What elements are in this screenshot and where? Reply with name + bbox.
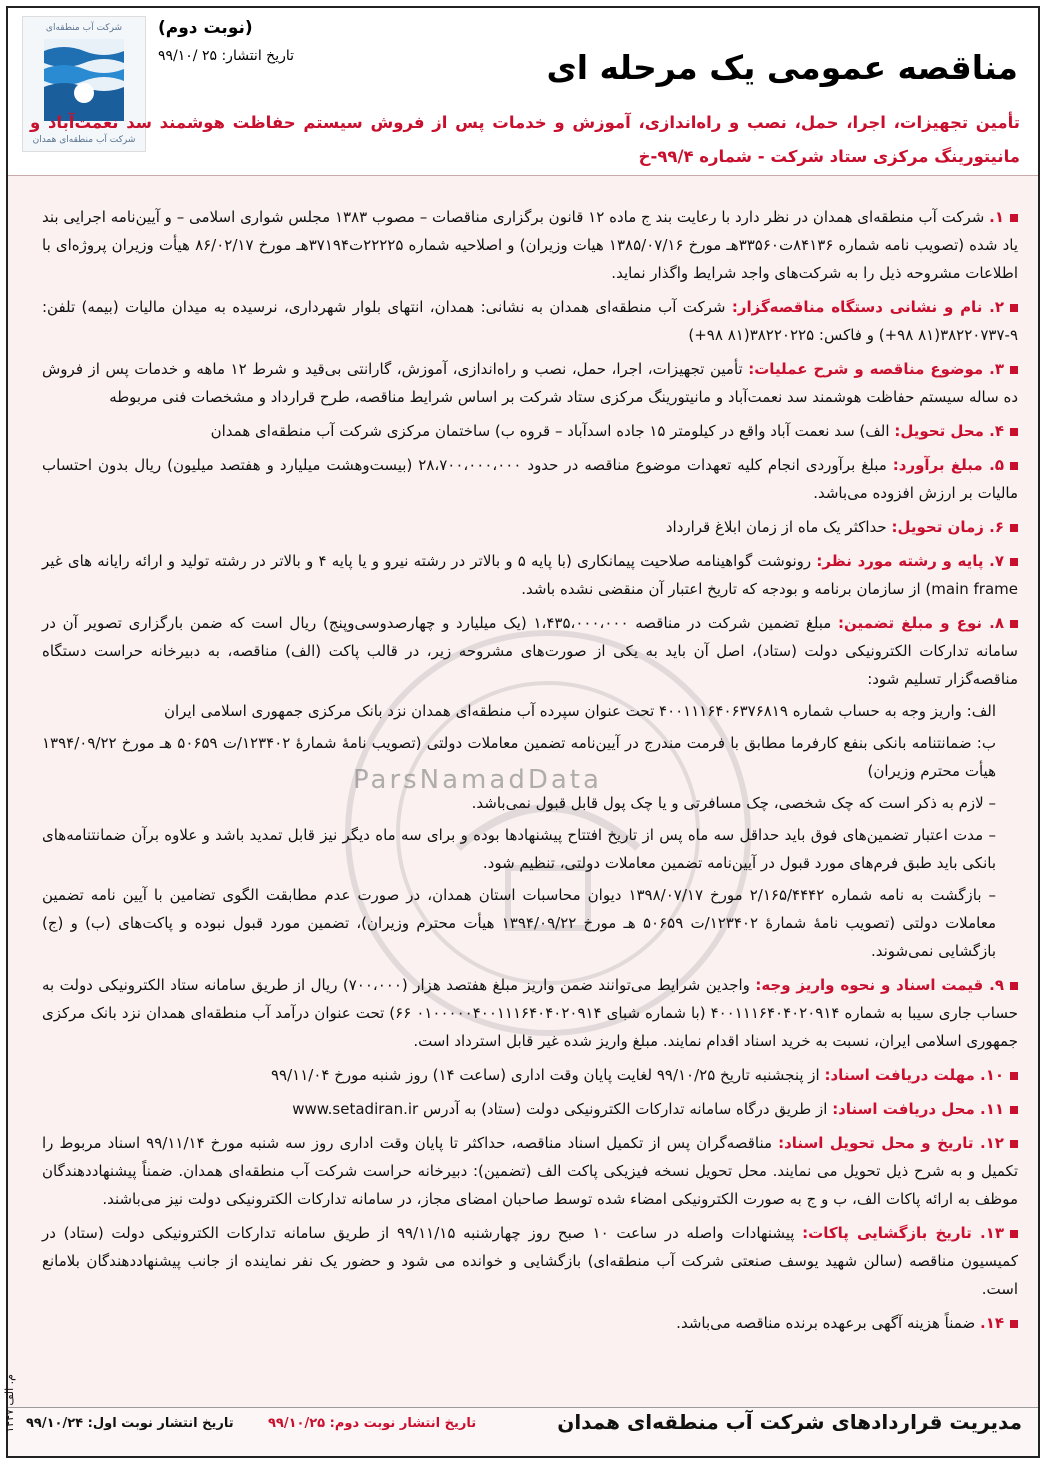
footer-signature: مدیریت قراردادهای شرکت آب منطقه‌ای همدان	[557, 1410, 1022, 1434]
items-list	[42, 203, 1018, 1343]
bullet-icon	[1010, 1072, 1018, 1080]
item-label: ۵. مبلغ برآورد:	[892, 456, 1004, 474]
item-text: واجدین شرایط می‌توانند ضمن واریز مبلغ هفتصد هزار (۷۰۰،۰۰۰) ریال از طریق سامانه ستاد الکترونیکی دولت به حساب جاری سیبا به شماره ۴۰۰۱۱۱۶۴۰۴۰۲۰۹۱۴ (با شماره شبای ۰۱۰۰۰۰۰۴۰۰۱۱۱۶۴۰۴۰۲۰۹۱۴ ۶۶) تحت عنوان درآمد آب منطقه‌ای همدان نزد بانک مرکزی جمهوری اسلامی ایران، نسبت به خرید اسناد اقدام نمایند. مبلغ واریز شده غیر قابل استرداد است.	[42, 976, 1018, 1050]
header	[8, 8, 1038, 175]
list-item	[42, 1219, 1018, 1303]
item-text: ضمناً هزینه آگهی برعهده برنده مناقصه می‌باشد.	[676, 1314, 976, 1332]
item-text: شرکت آب منطقه‌ای همدان به نشانی: همدان، انتهای بلوار شهرداری، نرسیده به میدان مالیات (بیمه) تلفن: ۹-۳۸۲۲۰۷۳۷(۸۱ ۹۸+) و فاکس: ۳۸۲۲۰۲۲۵(۸۱ ۹۸+)	[42, 298, 1018, 344]
notice-frame	[6, 6, 1040, 1458]
guarantee-option-b: ب: ضمانتنامه بانکی بنفع کارفرما مطابق با فرمت مندرج در آیین‌نامه تضمین معاملات دولتی (تصویب نامهٔ شمارهٔ ۱۲۳۴۰۲/ت ۵۰۶۵۹ هـ مورخ ۱۳۹۴/۰۹/۲۲ هیأت محترم وزیران)	[42, 734, 996, 780]
bullet-icon	[1010, 366, 1018, 374]
list-item	[42, 1129, 1018, 1213]
item-label: ۱۳. تاریخ بازگشایی پاکات:	[802, 1224, 1004, 1242]
side-code: م. الف ۱۴۴۷	[3, 1374, 16, 1433]
list-item	[42, 417, 1018, 445]
list-item	[42, 513, 1018, 541]
guarantee-note: – بازگشت به نامه شماره ۲/۱۶۵/۴۴۴۲ مورخ ۱۳۹۸/۰۷/۱۷ دیوان محاسبات استان همدان، در صورت عدم مطابقت الگوی تضامین با آیین نامه تضمین معاملات دولتی (تصویب نامهٔ شمارهٔ ۱۲۳۴۰۲/ت ۵۰۶۵۹ هـ مورخ ۱۳۹۴/۰۹/۲۲ هیأت محترم وزیران)، تضمین مورد قبول نبوده و پاکت‌های (ب) و (ج) بازگشایی نمی‌شوند.	[42, 886, 997, 960]
bullet-icon	[1010, 462, 1018, 470]
item-label: ۱۱. محل دریافت اسناد:	[832, 1100, 1004, 1118]
item-label: ۱۰. مهلت دریافت اسناد:	[824, 1066, 1004, 1084]
item-text: پیشنهادات واصله در ساعت ۱۰ صبح روز چهارشنبه ۹۹/۱۱/۱۵ از طریق سامانه تدارکات الکترونیکی دولت (ستاد) در کمیسیون مناقصه (سالن شهید یوسف صنعتی شرکت آب منطقه‌ای) بازگشایی و خوانده می شود و حضور یک نفر نماینده از جانب پیشنهاددهندگان بلامانع است.	[42, 1224, 1018, 1298]
bullet-icon	[1010, 1106, 1018, 1114]
item-text: از طریق درگاه سامانه تدارکات الکترونیکی دولت (ستاد) به آدرس www.setadiran.ir	[292, 1100, 828, 1118]
item-label: ۲. نام و نشانی دستگاه مناقصه‌گزار:	[731, 298, 1004, 316]
item-text: الف) سد نعمت آباد واقع در کیلومتر ۱۵ جاده اسدآباد – قروه ب) ساختمان مرکزی شرکت آب منطقه‌ای همدان	[210, 422, 890, 440]
item-text: مبلغ برآوردی انجام کلیه تعهدات موضوع مناقصه در حدود ۲۸،۷۰۰،۰۰۰،۰۰۰ (بیست‌وهشت میلیارد و هفتصد میلیون) ریال بدون احتساب مالیات بر ارزش افزوده می‌باشد.	[42, 456, 1018, 502]
item-text: حداکثر یک ماه از زمان ابلاغ قرارداد	[665, 518, 887, 536]
bullet-icon	[1010, 620, 1018, 628]
list-item	[42, 1095, 1018, 1123]
item-label: ۷. پایه و رشته مورد نظر:	[816, 552, 1004, 570]
bullet-icon	[1010, 1230, 1018, 1238]
list-item	[42, 203, 1018, 287]
item-label: ۴. محل تحویل:	[894, 422, 1004, 440]
guarantee-option-a: الف: واریز وجه به حساب شماره ۴۰۰۱۱۱۶۴۰۶۳۷۶۸۱۹ تحت عنوان سپرده آب منطقه‌ای همدان نزد بانک مرکزی جمهوری اسلامی ایران	[164, 702, 996, 720]
list-item	[42, 609, 1018, 965]
item-text: شرکت آب منطقه‌ای همدان در نظر دارد با رعایت بند ج ماده ۱۲ قانون برگزاری مناقصات – مصوب ۱۳۸۳ مجلس شواری اسلامی – و آیین‌نامه اجرایی بند یاد شده (تصویب نامه شماره ۸۴۱۳۶ت‌۳۳۵۶۰هـ مورخ ۱۳۸۵/۰۷/۱۶ هیات وزیران) و اصلاحیه شماره ۲۲۲۲۵ت۳۷۱۹۴هـ مورخ ۸۶/۰۲/۱۷ هیأت وزیران پروژه‌ای با اطلاعات مشروحه ذیل را به شرکت‌های واجد شرایط واگذار نماید.	[42, 208, 1018, 282]
list-item	[42, 971, 1018, 1055]
first-publication-date: تاریخ انتشار نوبت اول: ۹۹/۱۰/۲۴	[26, 1416, 234, 1431]
item-text: مبلغ تضمین شرکت در مناقصه ۱،۴۳۵،۰۰۰،۰۰۰ (یک میلیارد و چهارصدوسی‌وپنج) ریال است که ضمن بارگزاری تصویر آن در سامانه تدارکات الکترونیکی دولت (ستاد)، اصل آن باید به یکی از صورت‌های مشروحه زیر، در قالب پاکت (الف) مناقصه، به دبیرخانه حراست دستگاه مناقصه‌گزار تسلیم شود:	[42, 614, 1018, 688]
bullet-icon	[1010, 1140, 1018, 1148]
item-label: ۹. قیمت اسناد و نحوه واریز وجه:	[755, 976, 1004, 994]
bullet-icon	[1010, 428, 1018, 436]
second-publication-date: تاریخ انتشار نوبت دوم: ۹۹/۱۰/۲۵	[268, 1416, 477, 1431]
item-text: تأمین تجهیزات، اجرا، حمل، نصب و راه‌اندازی، آموزش، گارانتی بی‌قید و شرط ۱۲ ماهه و خدمات پس از فروش ده ساله سیستم حفاظت هوشمند سد نعمت‌آباد و مانیتورینگ مرکزی ستاد شرکت بر اساس شرایط مناقصه، طرح قرارداد و مشخصات فنی مربوطه	[42, 360, 1018, 406]
list-item	[42, 355, 1018, 411]
list-item	[42, 293, 1018, 349]
list-item	[42, 451, 1018, 507]
item-label: ۱.	[989, 208, 1004, 226]
watermark-text: ParsNamadData	[353, 765, 602, 795]
publication-date: تاریخ انتشار: ۲۵ /۹۹/۱۰	[158, 48, 295, 64]
logo-bottom-text: شرکت آب منطقه‌ای همدان	[32, 135, 136, 145]
list-item	[42, 547, 1018, 603]
bullet-icon	[1010, 982, 1018, 990]
item-text: از پنجشنبه تاریخ ۹۹/۱۰/۲۵ لغایت پایان وقت اداری (ساعت ۱۴) روز شنبه مورخ ۹۹/۱۱/۰۴	[271, 1066, 820, 1084]
item-label: ۱۴.	[979, 1314, 1004, 1332]
guarantee-note: – لازم به ذکر است که چک شخصی، چک مسافرتی و یا چک پول قابل قبول نمی‌باشد.	[471, 794, 996, 812]
tender-subtitle: تأمین تجهیزات، اجرا، حمل، نصب و راه‌اندازی، آموزش و خدمات پس از فروش سیستم حفاظت هوشمند سد نعمت‌آباد و مانیتورینگ مرکزی ستاد شرکت - شماره ۹۹/۴-خ	[30, 113, 1020, 166]
bullet-icon	[1010, 304, 1018, 312]
bullet-icon	[1010, 214, 1018, 222]
item-label: ۳. موضوع مناقصه و شرح عملیات:	[748, 360, 1005, 378]
bullet-icon	[1010, 524, 1018, 532]
round-label: (نوبت دوم)	[158, 18, 253, 38]
guarantee-note: – مدت اعتبار تضمین‌های فوق باید حداقل سه ماه پس از تاریخ افتتاح پیشنهادها بوده و برای سه ماه دیگر نیز قابل تمدید باشد و علاوه برآن ضمانتنامه‌های بانکی باید طبق فرم‌های مورد قبول در آیین‌نامه تضمین معاملات دولتی، تنظیم شود.	[42, 826, 996, 872]
list-item	[42, 1309, 1018, 1337]
item-label: ۱۲. تاریخ و محل تحویل اسناد:	[778, 1134, 1004, 1152]
item-label: ۶. زمان تحویل:	[891, 518, 1004, 536]
bullet-icon	[1010, 1320, 1018, 1328]
item-text: مناقصه‌گران پس از تکمیل اسناد مناقصه، حداکثر تا پایان وقت اداری روز سه شنبه مورخ ۹۹/۱۱/۱۴ اسناد مربوط را تکمیل و به شرح ذیل تحویل می نمایند. محل تحویل نسخه فیزیکی پاکت الف (تضمین): دبیرخانه حراست شرکت آب منطقه‌ای همدان. ضمناً پیشنهاددهندگان موظف به ارائه پاکات الف، ب و ج به صورت الکترونیکی امضاء شده توسط صاحبان امضای مجاز، در سامانه تدارکات الکترونیکی دولت نیز می‌باشند.	[42, 1134, 1018, 1208]
page-title: مناقصه عمومی یک مرحله ای	[546, 48, 1018, 87]
logo-top-text: شرکت آب منطقه‌ای	[45, 23, 123, 33]
item-text: رونوشت گواهینامه صلاحیت پیمانکاری (با پایه ۵ و بالاتر در رشته نیرو و یا پایه ۴ و بالاتر در رشته تولید و ارائه رایانه های غیر main frame) از سازمان برنامه و بودجه که تاریخ اعتبار آن منقضی نشده باشد.	[42, 552, 1018, 598]
item-label: ۸. نوع و مبلغ تضمین:	[838, 614, 1004, 632]
bullet-icon	[1010, 558, 1018, 566]
list-item	[42, 1061, 1018, 1089]
